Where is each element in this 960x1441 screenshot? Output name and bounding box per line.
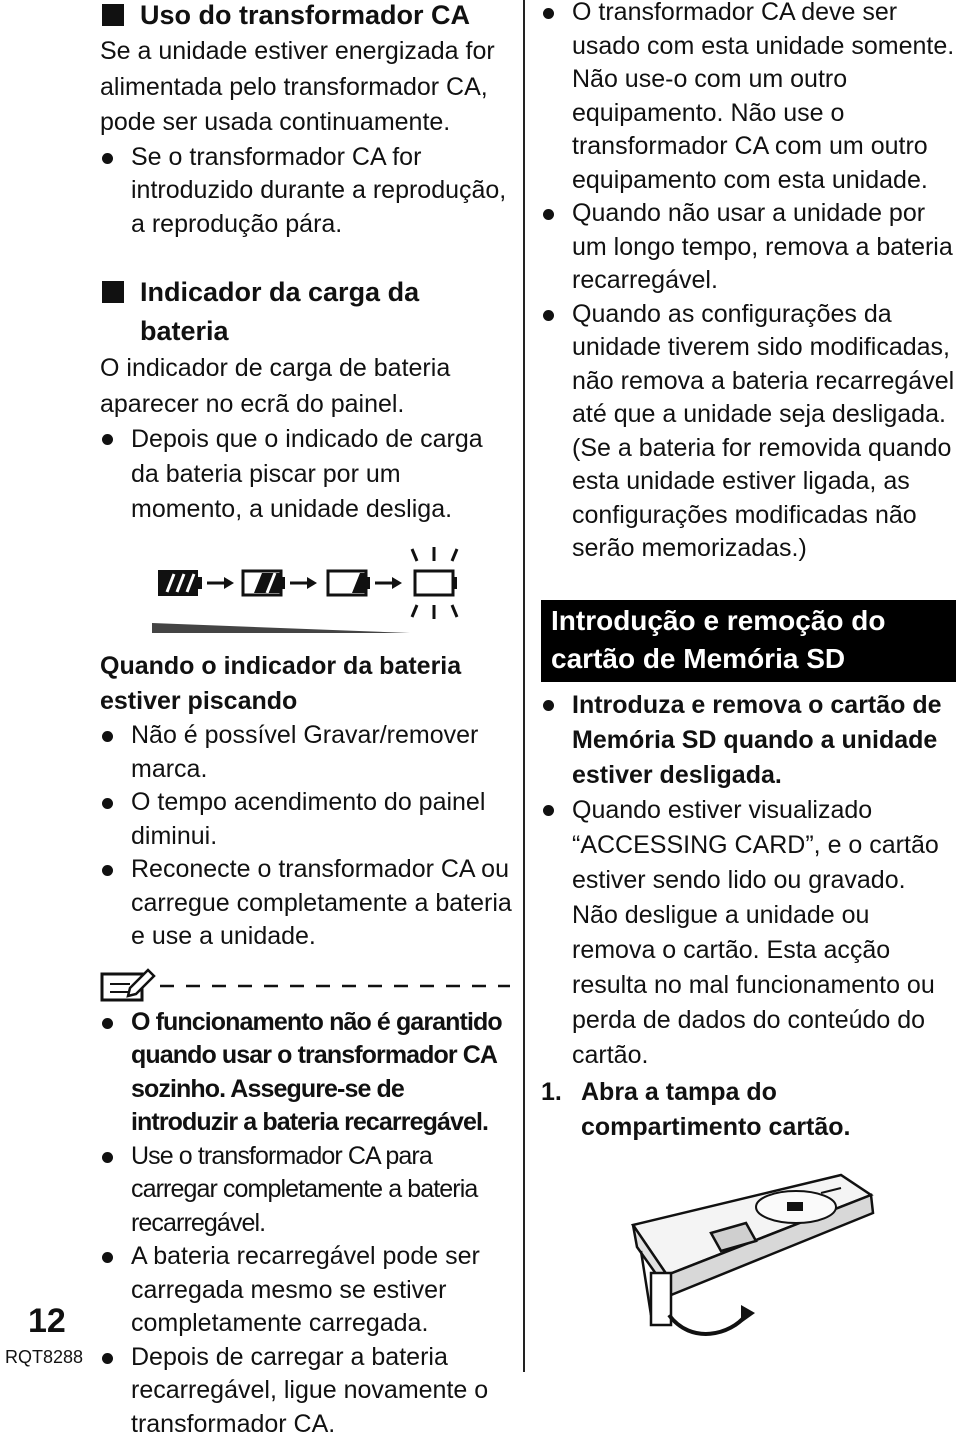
battery-heading: Indicador da carga da bateria: [100, 273, 512, 351]
battery-full-icon: [158, 570, 202, 596]
battery-level-icon: [100, 539, 512, 639]
note-bullet-2: Use o transformador CA para carregar completamente a bateria recarregável.: [100, 1140, 512, 1241]
column-divider: [523, 0, 525, 1372]
step-text: Abra a tampa do compartimento cartão.: [581, 1078, 851, 1141]
sd-bold-bullet: Introduza e remova o cartão de Memória SD quando a unidade estiver desligada.: [541, 688, 956, 793]
battery-two-thirds-icon: [243, 571, 285, 595]
sd-bullet: Quando estiver visualizado “ACCESSING CARD”, e o cartão estiver sendo lido ou gravado. Não desligue a unidade ou remova o cartão. Esta acção resulta no mal funcionamento ou perda de dados do conteúdo do cartão.: [541, 793, 956, 1073]
blinking-heading: Quando o indicador da bateria estiver piscando: [100, 649, 512, 719]
square-bullet-icon: [102, 4, 124, 26]
arrow-right-icon: [207, 577, 234, 589]
page-number: 12: [28, 1302, 66, 1341]
ac-text: Se a unidade estiver energizada for alimentada pelo transformador CA, pode ser usada continuamente.: [100, 34, 512, 141]
right-bullet-3: Quando as configurações da unidade tiverem sido modificadas, não remova a bateria recarregável até que a unidade seja desligada. (Se a bateria for removida quando esta unidade estiver ligada, as configurações modificadas não serão memorizadas.): [541, 298, 956, 566]
document-code: RQT8288: [5, 1347, 83, 1368]
arrow-right-icon: [290, 577, 317, 589]
blinking-bullet-1: Não é possível Gravar/remover marca.: [100, 719, 512, 786]
battery-text: O indicador de carga de bateria aparecer no ecrã do painel.: [100, 351, 512, 422]
note-bullet-4: Depois de carregar a bateria recarregável, ligue novamente o transformador CA.: [100, 1341, 512, 1441]
square-bullet-icon: [102, 281, 124, 303]
ac-heading: Uso do transformador CA: [100, 0, 512, 34]
battery-one-third-icon: [328, 571, 370, 595]
step-number: 1.: [541, 1075, 562, 1110]
right-bullet-2: Quando não usar a unidade por um longo tempo, remova a bateria recarregável.: [541, 197, 956, 298]
left-column: [100, 0, 512, 1441]
arrow-right-icon: [375, 577, 402, 589]
note-bullet-3: A bateria recarregável pode ser carregada mesmo se estiver completamente carregada.: [100, 1240, 512, 1341]
sd-card-banner: Introdução e remoção do cartão de Memória SD: [541, 600, 956, 682]
device-illustration: [541, 1155, 956, 1345]
note-bullet-1: O funcionamento não é garantido quando usar o transformador CA sozinho. Assegure-se de introduzir a bateria recarregável.: [100, 1006, 512, 1140]
blinking-bullet-3: Reconecte o transformador CA ou carregue completamente a bateria e use a unidade.: [100, 853, 512, 954]
blinking-bullet-2: O tempo acendimento do painel diminui.: [100, 786, 512, 853]
battery-empty-blinking-icon: [412, 547, 457, 619]
right-bullet-1: O transformador CA deve ser usado com esta unidade somente. Não use-o com um outro equipamento. Não use o transformador CA com um outro equipamento com esta unidade.: [541, 0, 956, 197]
ac-bullet: Se o transformador CA for introduzido durante a reprodução, a reprodução pára.: [100, 141, 512, 242]
step-1: [541, 1075, 956, 1145]
battery-bullet: Depois que o indicado de carga da bateria piscar por um momento, a unidade desliga.: [100, 422, 512, 527]
right-column: [541, 0, 956, 1345]
note-icon: [100, 964, 512, 1004]
